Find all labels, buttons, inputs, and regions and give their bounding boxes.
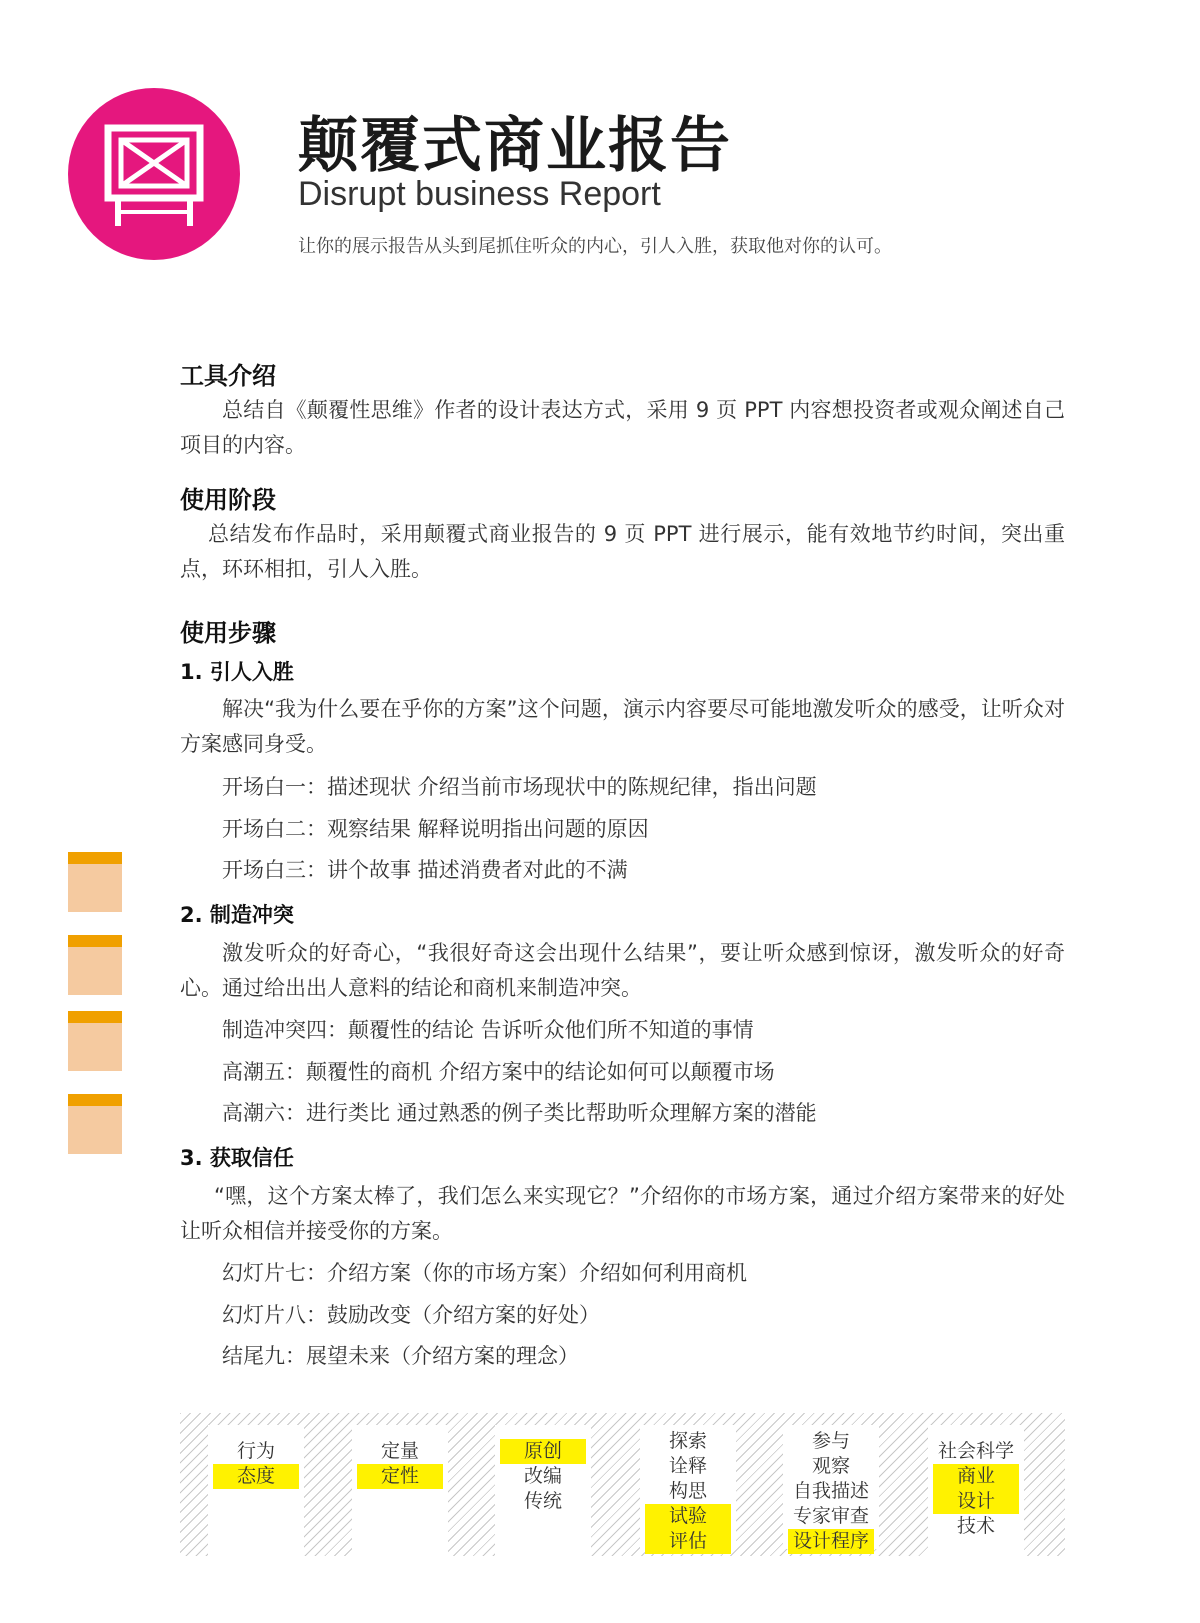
- category-card: [352, 1425, 448, 1559]
- category-word: 行为: [236, 1440, 275, 1462]
- intro-text: 总结自《颠覆性思维》作者的设计表达方式，采用 9 页 PPT 内容想投资者或观众阐述自己项目的内容。: [180, 398, 1065, 457]
- step2-item: 高潮六：进行类比 通过熟悉的例子类比帮助听众理解方案的潜能: [222, 1101, 817, 1125]
- step3-text: “嘿，这个方案太棒了，我们怎么来实现它？”介绍你的市场方案，通过介绍方案带来的好处让听众相信并接受你的方案。: [180, 1184, 1065, 1243]
- step2-item: 制造冲突四：颠覆性的结论 告诉听众他们所不知道的事情: [222, 1018, 754, 1042]
- step3-item: 结尾九：展望未来（介绍方案的理念）: [222, 1344, 579, 1368]
- page-subtitle: Disrupt business Report: [298, 175, 661, 213]
- category-word: 定量: [380, 1440, 419, 1462]
- category-word: 诠释: [668, 1455, 707, 1477]
- category-word: 自我描述: [792, 1480, 869, 1502]
- category-word: 设计: [933, 1489, 1019, 1514]
- category-card: [208, 1425, 304, 1559]
- category-word: 定性: [357, 1464, 443, 1489]
- category-word: 参与: [811, 1430, 850, 1452]
- stage-text: 总结发布作品时，采用颠覆式商业报告的 9 页 PPT 进行展示，能有效地节约时间，突出重点，环环相扣，引人入胜。: [180, 522, 1065, 581]
- step1-title: 1. 引人入胜: [180, 660, 294, 684]
- category-word: 探索: [668, 1430, 707, 1452]
- step1-item: 开场白三：讲个故事 描述消费者对此的不满: [222, 858, 628, 882]
- category-word: 试验: [645, 1504, 731, 1529]
- side-tab: [68, 852, 122, 912]
- category-word: 商业: [933, 1464, 1019, 1489]
- category-card: [928, 1425, 1024, 1559]
- side-tab: [68, 1011, 122, 1071]
- category-word: 原创: [500, 1439, 586, 1464]
- step1-item: 开场白一：描述现状 介绍当前市场现状中的陈规纪律，指出问题: [222, 775, 817, 799]
- category-card: [783, 1425, 879, 1552]
- step2-title: 2. 制造冲突: [180, 903, 294, 927]
- category-word: 社会科学: [937, 1440, 1014, 1462]
- step1-text: 解决“我为什么要在乎你的方案”这个问题，演示内容要尽可能地激发听众的感受，让听众对方案感同身受。: [180, 697, 1065, 756]
- step3-item: 幻灯片八：鼓励改变（介绍方案的好处）: [222, 1303, 600, 1327]
- presentation-board-icon: [68, 88, 240, 260]
- intro-heading: 工具介绍: [180, 362, 276, 390]
- category-word: 观察: [811, 1455, 850, 1477]
- category-word: 传统: [523, 1490, 562, 1512]
- category-word: 态度: [213, 1464, 299, 1489]
- step2-item: 高潮五：颠覆性的商机 介绍方案中的结论如何可以颠覆市场: [222, 1060, 775, 1084]
- category-word: 专家审查: [792, 1505, 869, 1527]
- page-title: 颠覆式商业报告: [298, 111, 732, 181]
- stage-heading: 使用阶段: [180, 486, 276, 514]
- category-card: [640, 1425, 736, 1552]
- logo: [68, 88, 240, 260]
- category-band: [180, 1413, 1065, 1556]
- tagline: 让你的展示报告从头到尾抓住听众的内心，引人入胜，获取他对你的认可。: [298, 236, 892, 257]
- step3-item: 幻灯片七：介绍方案（你的市场方案）介绍如何利用商机: [222, 1261, 747, 1285]
- category-word: 改编: [523, 1465, 562, 1487]
- side-tab: [68, 935, 122, 995]
- category-word: 设计程序: [788, 1529, 874, 1554]
- step1-item: 开场白二：观察结果 解释说明指出问题的原因: [222, 817, 649, 841]
- category-word: 技术: [956, 1515, 995, 1537]
- side-tab: [68, 1094, 122, 1154]
- steps-heading: 使用步骤: [180, 619, 276, 647]
- category-word: 评估: [645, 1529, 731, 1554]
- step3-title: 3. 获取信任: [180, 1146, 294, 1170]
- category-word: 构思: [668, 1480, 707, 1502]
- category-card: [495, 1425, 591, 1559]
- step2-text: 激发听众的好奇心，“我很好奇这会出现什么结果”，要让听众感到惊讶，激发听众的好奇心。通过给出出人意料的结论和商机来制造冲突。: [180, 941, 1065, 1000]
